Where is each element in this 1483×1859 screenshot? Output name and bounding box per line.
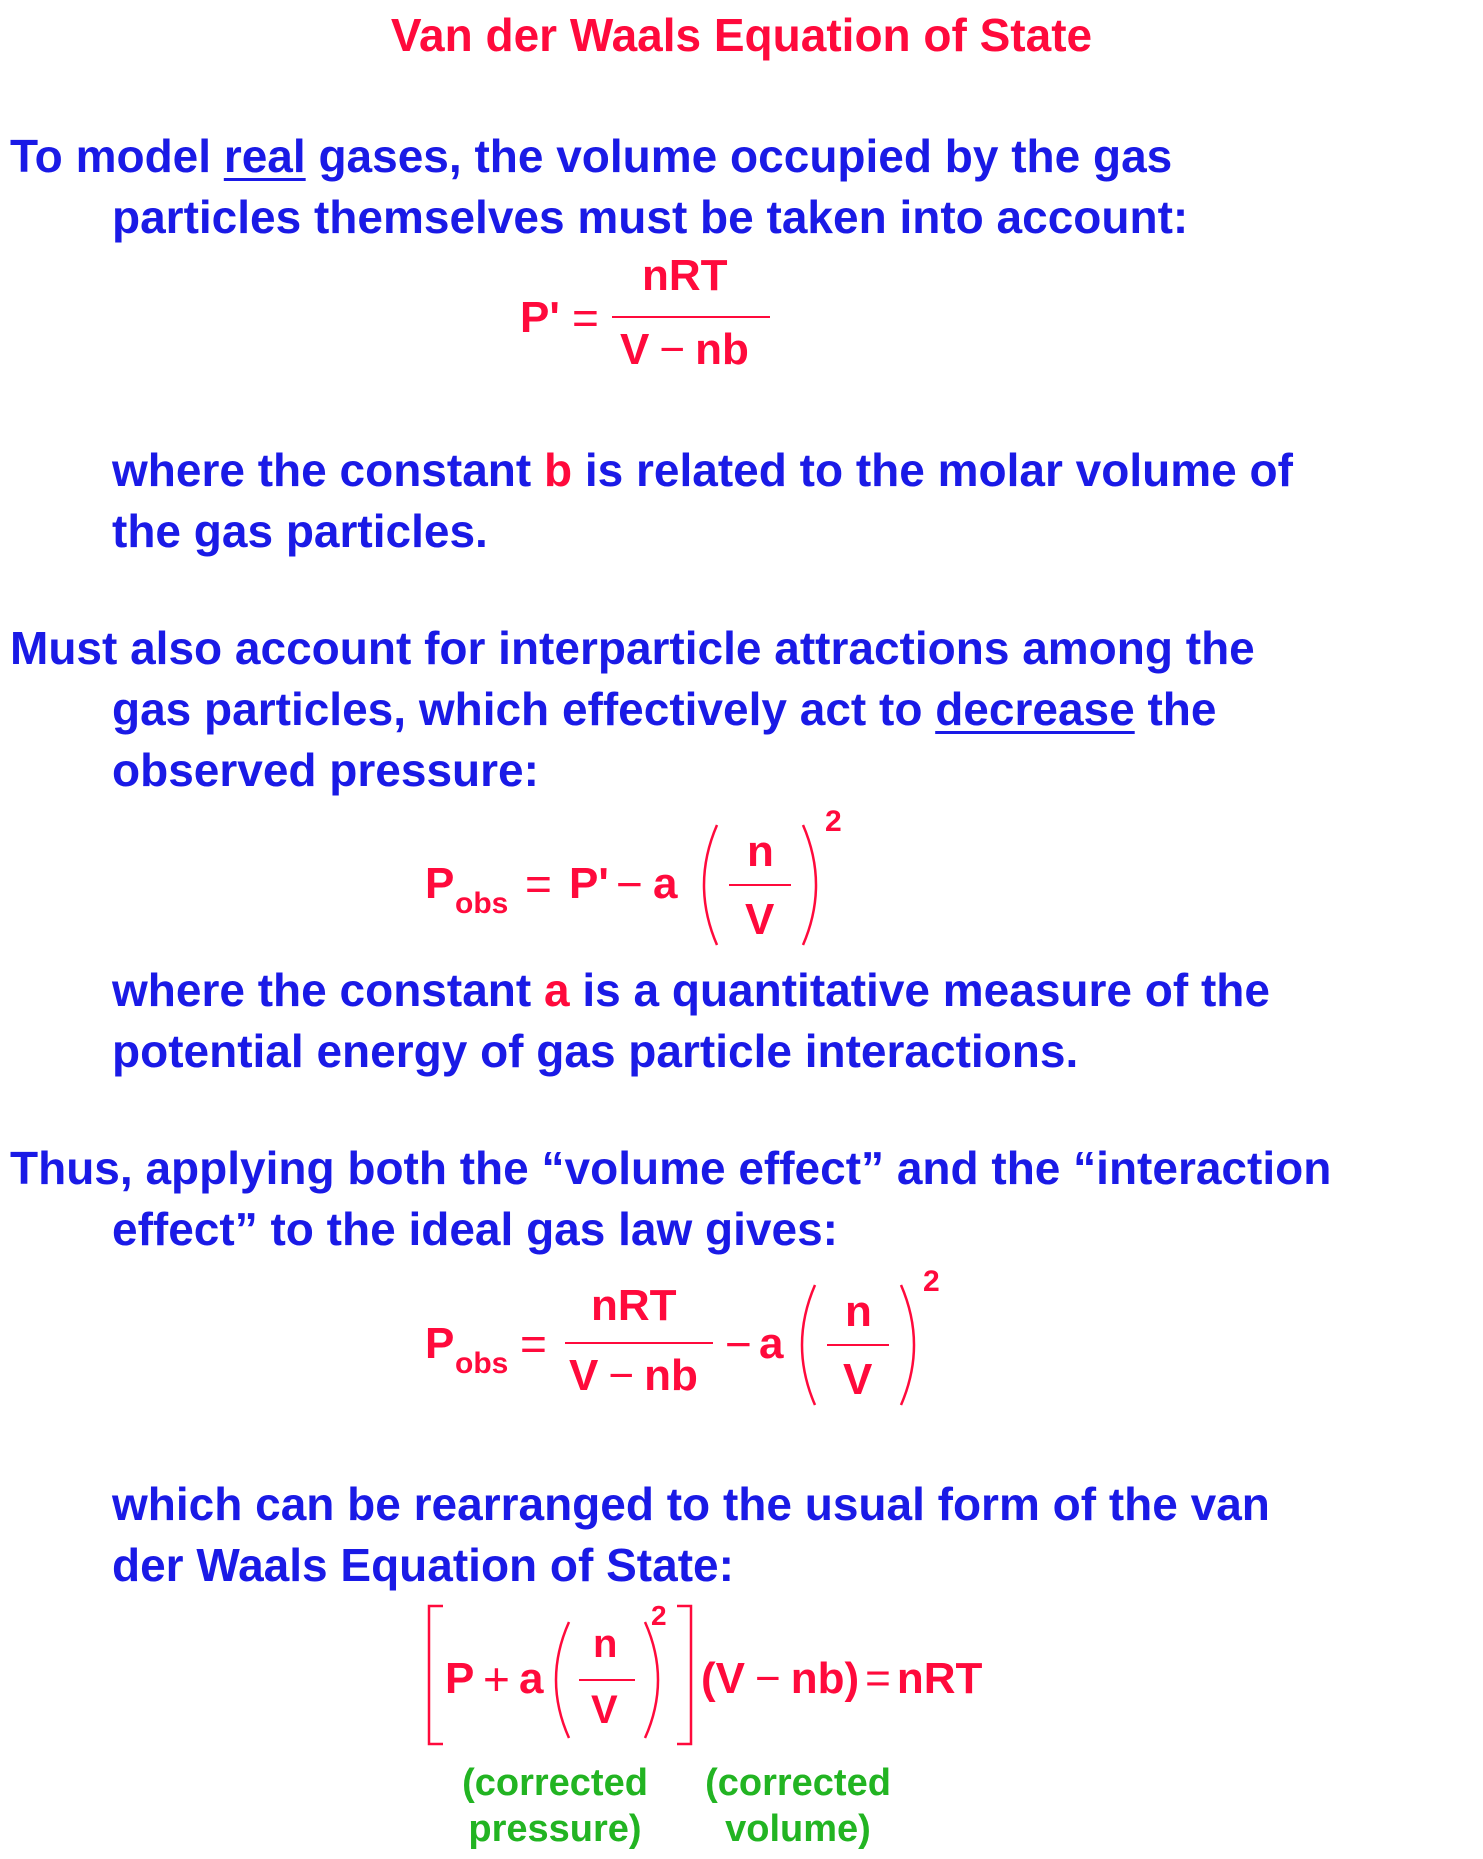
- eq3-exponent: 2: [923, 1265, 940, 1298]
- eq4-a: a: [519, 1654, 544, 1703]
- intro-line-1: To model real gases, the volume occupied by the gas: [10, 130, 1173, 182]
- attraction-line-2: gas particles, which effectively act to decrease the: [112, 683, 1217, 735]
- eq4-numerator-n: n: [593, 1622, 618, 1666]
- rearranged-paragraph: [10, 1474, 1470, 1596]
- attraction-line-1: Must also account for interparticle attractions among the: [10, 622, 1255, 674]
- b-constant-paragraph: [10, 440, 1470, 562]
- equation-interaction-correction: [425, 805, 845, 955]
- eq3-denominator-v: V: [843, 1355, 873, 1404]
- rearranged-line-2: der Waals Equation of State:: [112, 1539, 734, 1591]
- equation-volume-correction: [520, 251, 780, 375]
- attraction-paragraph: [10, 618, 1470, 801]
- combined-line-2: effect” to the ideal gas law gives:: [112, 1203, 838, 1255]
- b-line-2: the gas particles.: [112, 505, 488, 557]
- combined-paragraph: [10, 1138, 1470, 1260]
- eq4-denominator-v: V: [591, 1688, 618, 1732]
- eq2-p-prime: P': [569, 859, 609, 908]
- eq4-exponent: 2: [651, 1600, 667, 1631]
- eq2-p: P: [425, 859, 455, 908]
- note-corrected-pressure: (corrected pressure): [462, 1762, 648, 1850]
- eq2-parentheses: [425, 805, 845, 955]
- attraction-line-3: observed pressure:: [112, 744, 539, 796]
- intro-paragraph: [10, 126, 1470, 248]
- eq1-equals: =: [572, 292, 599, 344]
- eq3-minus: −: [725, 1318, 752, 1370]
- note-corrected-volume: (corrected volume): [705, 1762, 891, 1850]
- rearranged-line-1: which can be rearranged to the usual form of the van: [112, 1478, 1270, 1530]
- emphasis-decrease: decrease: [935, 683, 1135, 735]
- eq4-p: P: [445, 1654, 475, 1703]
- eq3-equals: =: [520, 1318, 547, 1370]
- eq2-numerator-n: n: [747, 827, 774, 876]
- eq2-denominator-v: V: [745, 895, 775, 944]
- constant-a: a: [543, 964, 570, 1016]
- page-title: Van der Waals Equation of State: [390, 9, 1093, 61]
- eq3-a: a: [759, 1319, 784, 1368]
- eq4-rhs: (V − nb) = nRT: [701, 1654, 983, 1703]
- eq2-minus: −: [616, 858, 643, 910]
- emphasis-real: real: [223, 130, 306, 182]
- eq3-subscript: obs: [455, 1347, 509, 1380]
- a-constant-paragraph: [10, 960, 1470, 1082]
- eq3-numerator-n: n: [845, 1287, 872, 1336]
- constant-b: b: [543, 444, 573, 496]
- eq3-p: P: [425, 1319, 455, 1368]
- equation-van-der-waals: [425, 1600, 1025, 1750]
- a-line-2: potential energy of gas particle interactions.: [112, 1025, 1079, 1077]
- eq1-denominator: V − nb: [620, 325, 749, 374]
- eq3-denominator: V − nb: [569, 1351, 698, 1400]
- equation-combined: [425, 1265, 945, 1415]
- a-line-1: where the constant a is a quantitative measure of the: [112, 964, 1270, 1016]
- eq3-numerator: nRT: [591, 1281, 677, 1330]
- eq2-subscript: obs: [455, 887, 509, 920]
- eq2-a: a: [653, 859, 678, 908]
- eq4-plus: +: [483, 1653, 510, 1705]
- eq1-numerator: nRT: [642, 251, 728, 300]
- combined-line-1: Thus, applying both the “volume effect” and the “interaction: [10, 1142, 1332, 1194]
- eq2-exponent: 2: [825, 805, 842, 838]
- b-line-1: where the constant b is related to the molar volume of: [112, 444, 1293, 496]
- eq2-equals: =: [525, 858, 552, 910]
- eq1-lhs: P': [520, 293, 560, 342]
- intro-line-2: particles themselves must be taken into account:: [112, 191, 1189, 243]
